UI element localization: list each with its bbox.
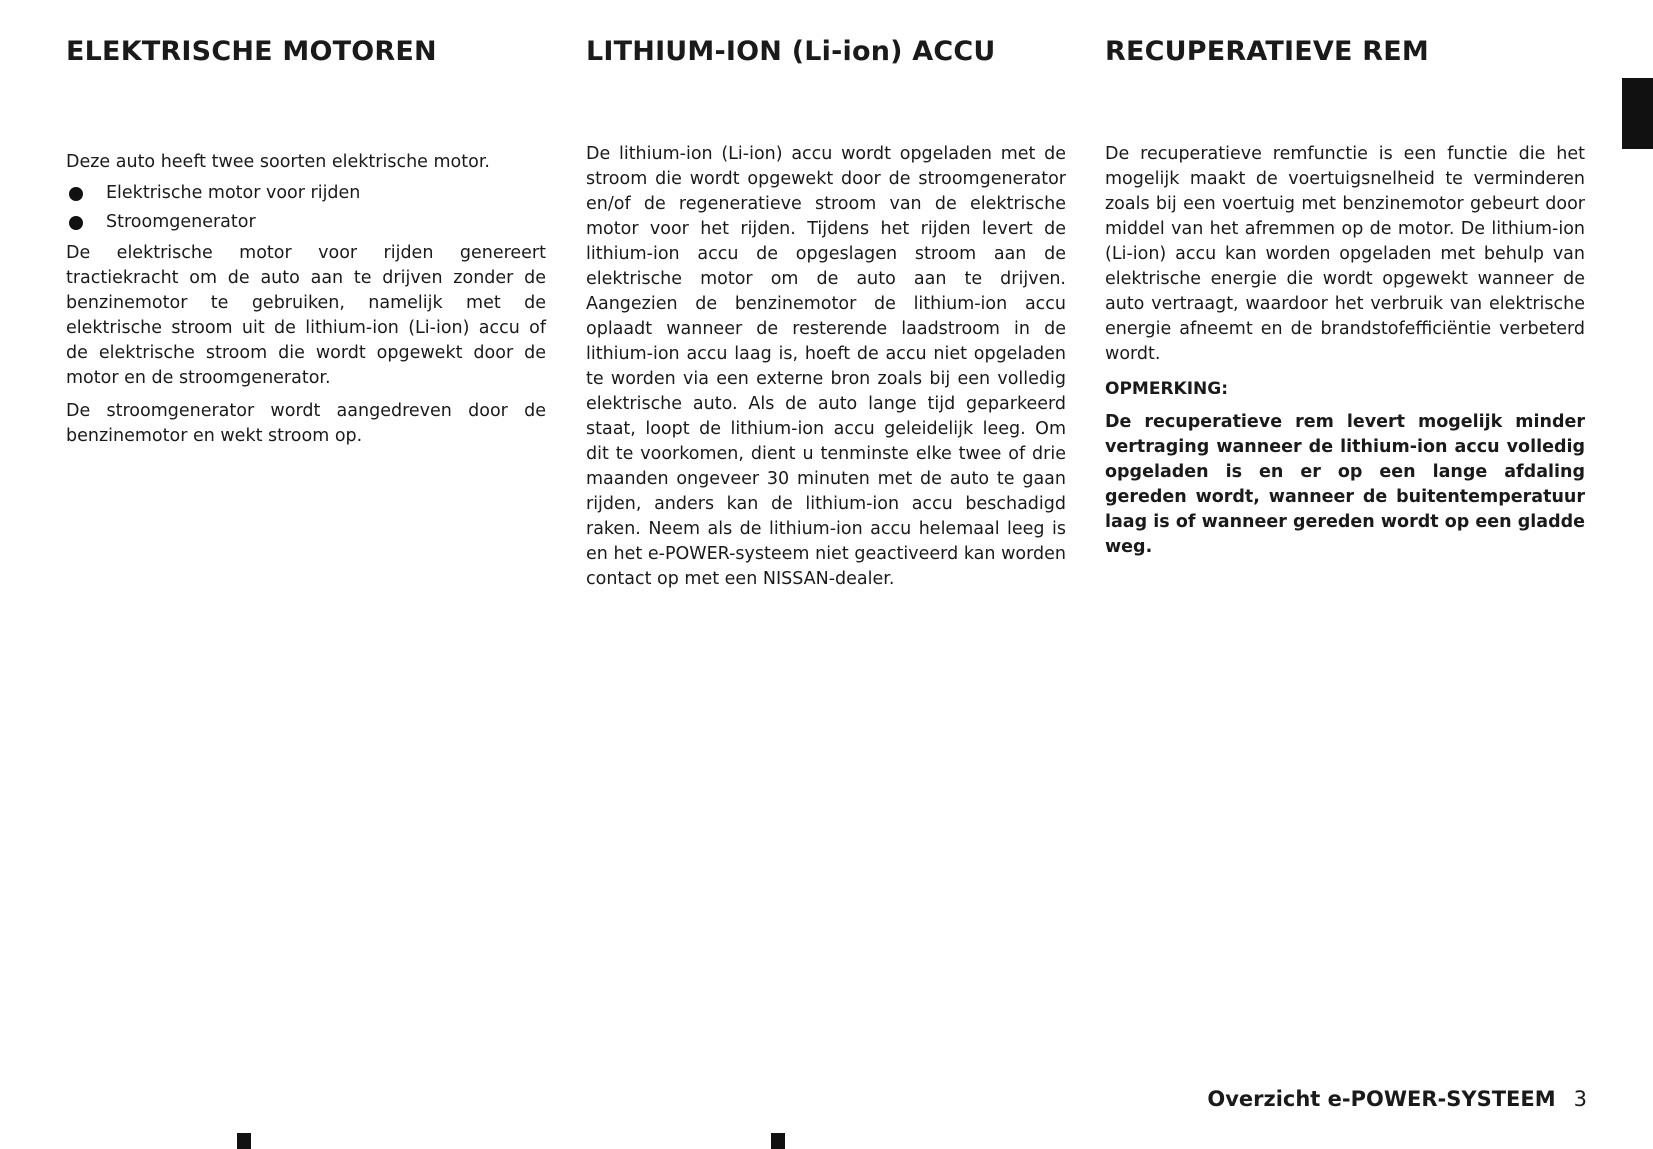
footer-section-title: Overzicht e-POWER-SYSTEEM — [1207, 1087, 1556, 1111]
crop-mark — [771, 1133, 785, 1149]
list-item-label: Stroomgenerator — [106, 212, 256, 232]
list-item — [66, 179, 546, 208]
intro-text: Deze auto heeft twee soorten elektrische motor. — [66, 152, 490, 172]
page-number: 3 — [1573, 1087, 1587, 1111]
section-tab-marker — [1622, 78, 1653, 149]
paragraph: De elektrische motor voor rijden genereert tractiekracht om de auto aan te drijven zonder de benzinemotor te gebruiken, namelijk met de elektrische stroom uit de lithium-ion (Li-ion) accu of de elektrische stroom die wordt opgewekt door de motor en de stroomgenerator. — [66, 243, 546, 388]
heading-regenerative-brake: RECUPERATIEVE REM — [1105, 36, 1429, 67]
page-footer — [1207, 1087, 1587, 1111]
note-text: De recuperatieve rem levert mogelijk minder vertraging wanneer de lithium-ion accu volledig opgeladen is en er op een lange afdaling gereden wordt, wanneer de buitentemperatuur laag is of wanneer gereden wordt op een gladde weg. — [1105, 412, 1585, 557]
note-label: OPMERKING: — [1105, 379, 1229, 399]
body-electric-motors — [66, 150, 546, 457]
body-lithium-ion-battery — [586, 142, 1066, 600]
motor-type-list — [66, 179, 546, 237]
paragraph: De recuperatieve remfunctie is een functie die het mogelijk maakt de voertuigsnelheid te verminderen zoals bij een voertuig met benzinemotor gebeurt door middel van het afremmen op de motor. De lithium-ion (Li-ion) accu kan worden opgeladen met behulp van elektrische energie die wordt opgewekt wanneer de auto vertraagt, waardoor het verbruik van elektrische energie afneemt en de brandstofefficiëntie verbeterd wordt. — [1105, 144, 1585, 364]
paragraph: De stroomgenerator wordt aangedreven door de benzinemotor en wekt stroom op. — [66, 401, 546, 446]
heading-electric-motors: ELEKTRISCHE MOTOREN — [66, 36, 437, 67]
paragraph: De lithium-ion (Li-ion) accu wordt opgeladen met de stroom die wordt opgewekt door de stroomgenerator en/of de regeneratieve stroom van de elektrische motor voor het rijden. Tijdens het rijden levert de lithium-ion accu de opgeslagen stroom aan de elektrische motor om de auto aan te drijven. Aangezien de benzinemotor de lithium-ion accu oplaadt wanneer de resterende laadstroom in de lithium-ion accu laag is, hoeft de accu niet opgeladen te worden via een externe bron zoals bij een volledig elektrische auto. Als de auto lange tijd geparkeerd staat, loopt de lithium-ion accu geleidelijk leeg. Om dit te voorkomen, dient u tenminste elke twee of drie maanden ongeveer 30 minuten met de auto te gaan rijden, anders kan de lithium-ion accu beschadigd raken. Neem als de lithium-ion accu helemaal leeg is en het e-POWER-systeem niet geactiveerd kan worden contact op met een NISSAN-dealer. — [586, 144, 1066, 589]
body-regenerative-brake — [1105, 142, 1585, 568]
bullet-icon — [69, 187, 83, 201]
bullet-icon — [69, 216, 83, 230]
list-item — [66, 208, 546, 237]
heading-lithium-ion-battery: LITHIUM-ION (Li-ion) ACCU — [586, 36, 996, 67]
crop-mark — [237, 1133, 251, 1149]
list-item-label: Elektrische motor voor rijden — [106, 183, 361, 203]
